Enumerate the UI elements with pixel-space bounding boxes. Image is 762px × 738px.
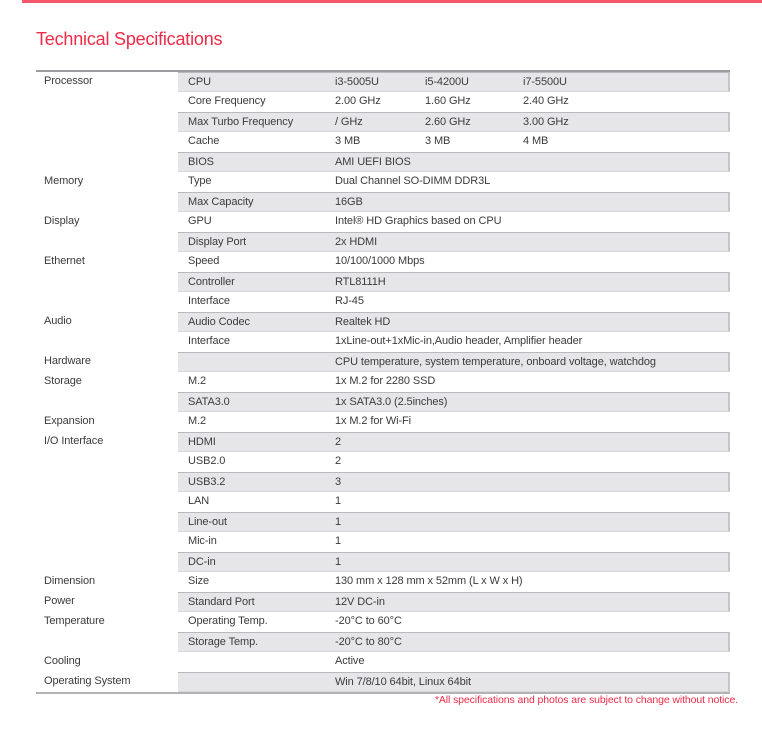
spec-key: LAN — [188, 495, 210, 507]
category-label: Memory — [36, 172, 178, 192]
spec-key — [178, 652, 335, 672]
table-row — [36, 292, 730, 312]
category-label — [36, 112, 178, 132]
spec-key: Speed — [188, 255, 220, 267]
category-label — [36, 192, 178, 212]
spec-row-cells — [178, 292, 730, 312]
spec-values — [335, 153, 728, 171]
spec-values — [335, 132, 730, 152]
spec-value: 1.60 GHz — [425, 95, 471, 107]
spec-value: 16GB — [335, 196, 363, 208]
spec-key — [178, 353, 335, 371]
table-row — [36, 432, 730, 452]
spec-row-cells — [178, 152, 730, 172]
table-row — [36, 172, 730, 192]
spec-value: 2 — [335, 436, 342, 448]
spec-values — [335, 412, 730, 432]
spec-value: i5-4200U — [425, 76, 469, 88]
table-row — [36, 212, 730, 232]
spec-row-cells — [178, 532, 730, 552]
footnote: *All specifications and photos are subject to change without notice. — [434, 694, 738, 706]
spec-row-cells — [178, 272, 730, 292]
spec-values — [335, 393, 728, 411]
spec-key — [178, 673, 335, 691]
category-label — [36, 632, 178, 652]
spec-values — [335, 473, 728, 491]
table-row — [36, 492, 730, 512]
spec-key: M.2 — [188, 375, 207, 387]
table-row — [36, 632, 730, 652]
spec-values — [335, 332, 730, 352]
spec-key: Core Frequency — [188, 95, 266, 107]
spec-key: Storage Temp. — [188, 636, 259, 648]
spec-key: Cache — [188, 135, 220, 147]
spec-key: Interface — [188, 335, 230, 347]
category-label — [36, 232, 178, 252]
spec-table — [36, 70, 730, 694]
spec-value: 12V DC-in — [335, 596, 385, 608]
spec-value: RJ-45 — [335, 295, 364, 307]
spec-row-cells — [178, 332, 730, 352]
spec-key: SATA3.0 — [188, 396, 230, 408]
spec-row-cells — [178, 112, 730, 132]
spec-key: Controller — [188, 276, 235, 288]
table-row — [36, 592, 730, 612]
table-row — [36, 672, 730, 692]
spec-value: Win 7/8/10 64bit, Linux 64bit — [335, 676, 471, 688]
spec-values — [335, 652, 730, 672]
table-row — [36, 352, 730, 372]
spec-row-cells — [178, 512, 730, 532]
spec-value: 2.60 GHz — [425, 116, 471, 128]
table-row — [36, 552, 730, 572]
spec-values — [335, 452, 730, 472]
spec-value: 130 mm x 128 mm x 52mm (L x W x H) — [335, 575, 523, 587]
spec-values — [335, 212, 730, 232]
category-label — [36, 392, 178, 412]
spec-value: 1 — [335, 556, 342, 568]
table-row — [36, 332, 730, 352]
spec-key: BIOS — [188, 156, 214, 168]
table-row — [36, 452, 730, 472]
spec-values — [335, 353, 728, 371]
category-label — [36, 152, 178, 172]
spec-row-cells — [178, 172, 730, 192]
spec-value: Dual Channel SO-DIMM DDR3L — [335, 175, 491, 187]
spec-value: AMI UEFI BIOS — [335, 156, 411, 168]
table-row — [36, 372, 730, 392]
category-label — [36, 512, 178, 532]
category-label: I/O Interface — [36, 432, 178, 452]
category-label: Power — [36, 592, 178, 612]
spec-values — [335, 193, 728, 211]
category-label: Processor — [36, 72, 178, 92]
spec-values — [335, 113, 728, 131]
spec-key: Max Capacity — [188, 196, 254, 208]
spec-value: i3-5005U — [335, 76, 379, 88]
spec-row-cells — [178, 492, 730, 512]
spec-values — [335, 433, 728, 451]
spec-values — [335, 252, 730, 272]
spec-row-cells — [178, 72, 730, 92]
table-row — [36, 392, 730, 412]
spec-values — [335, 572, 730, 592]
spec-key: Audio Codec — [188, 316, 250, 328]
table-row — [36, 312, 730, 332]
category-label — [36, 332, 178, 352]
spec-values — [335, 73, 728, 91]
spec-value: 3 MB — [425, 135, 451, 147]
category-label — [36, 452, 178, 472]
spec-row-cells — [178, 312, 730, 332]
spec-value: 1xLine-out+1xMic-in,Audio header, Amplifier header — [335, 335, 583, 347]
spec-key: Type — [188, 175, 212, 187]
spec-values — [335, 292, 730, 312]
spec-row-cells — [178, 652, 730, 672]
spec-value: Intel® HD Graphics based on CPU — [335, 215, 502, 227]
spec-values — [335, 612, 730, 632]
spec-values — [335, 593, 728, 611]
spec-row-cells — [178, 612, 730, 632]
spec-key: Display Port — [188, 236, 247, 248]
table-row — [36, 92, 730, 112]
spec-values — [335, 492, 730, 512]
spec-row-cells — [178, 92, 730, 112]
spec-key: USB2.0 — [188, 455, 226, 467]
spec-values — [335, 633, 728, 651]
spec-value: i7-5500U — [523, 76, 567, 88]
category-label — [36, 132, 178, 152]
spec-value: 1x M.2 for 2280 SSD — [335, 375, 436, 387]
spec-value: CPU temperature, system temperature, onboard voltage, watchdog — [335, 356, 656, 368]
spec-value: 1x SATA3.0 (2.5inches) — [335, 396, 448, 408]
spec-row-cells — [178, 352, 730, 372]
spec-table-body — [36, 72, 730, 692]
table-row — [36, 652, 730, 672]
spec-value: 1 — [335, 516, 342, 528]
spec-row-cells — [178, 632, 730, 652]
table-row — [36, 472, 730, 492]
category-label — [36, 552, 178, 572]
category-label — [36, 292, 178, 312]
spec-values — [335, 92, 730, 112]
page-title: Technical Specifications — [36, 29, 223, 49]
spec-row-cells — [178, 552, 730, 572]
spec-values — [335, 513, 728, 531]
spec-row-cells — [178, 392, 730, 412]
spec-value: 2.00 GHz — [335, 95, 381, 107]
table-row — [36, 252, 730, 272]
spec-value: 4 MB — [523, 135, 549, 147]
table-row — [36, 192, 730, 212]
spec-key: Max Turbo Frequency — [188, 116, 294, 128]
spec-values — [335, 233, 728, 251]
spec-key: Interface — [188, 295, 230, 307]
spec-value: RTL8111H — [335, 276, 386, 288]
spec-key: DC-in — [188, 556, 216, 568]
category-label: Audio — [36, 312, 178, 332]
spec-values — [335, 532, 730, 552]
category-label: Display — [36, 212, 178, 232]
spec-values — [335, 553, 728, 571]
category-label: Temperature — [36, 612, 178, 632]
table-row — [36, 112, 730, 132]
spec-row-cells — [178, 592, 730, 612]
spec-row-cells — [178, 372, 730, 392]
table-row — [36, 412, 730, 432]
spec-value: 1 — [335, 495, 342, 507]
category-label: Ethernet — [36, 252, 178, 272]
spec-value: Active — [335, 655, 365, 667]
spec-row-cells — [178, 572, 730, 592]
spec-value: 2x HDMI — [335, 236, 378, 248]
spec-key: M.2 — [188, 415, 207, 427]
category-label — [36, 472, 178, 492]
spec-row-cells — [178, 212, 730, 232]
spec-values — [335, 673, 728, 691]
spec-row-cells — [178, 452, 730, 472]
spec-row-cells — [178, 192, 730, 212]
spec-row-cells — [178, 472, 730, 492]
spec-key: USB3.2 — [188, 476, 226, 488]
spec-key: HDMI — [188, 436, 216, 448]
table-row — [36, 232, 730, 252]
table-row — [36, 512, 730, 532]
spec-values — [335, 172, 730, 192]
spec-values — [335, 273, 728, 291]
category-label: Expansion — [36, 412, 178, 432]
category-label: Dimension — [36, 572, 178, 592]
spec-key: Standard Port — [188, 596, 255, 608]
table-row — [36, 572, 730, 592]
category-label — [36, 532, 178, 552]
category-label: Cooling — [36, 652, 178, 672]
spec-value: -20°C to 80°C — [335, 636, 402, 648]
category-label: Hardware — [36, 352, 178, 372]
spec-value: 2 — [335, 455, 342, 467]
spec-value: 3.00 GHz — [523, 116, 569, 128]
table-row — [36, 532, 730, 552]
category-label — [36, 272, 178, 292]
category-label — [36, 492, 178, 512]
spec-values — [335, 372, 730, 392]
spec-value: 1x M.2 for Wi-Fi — [335, 415, 412, 427]
spec-key: Size — [188, 575, 209, 587]
spec-key: Line-out — [188, 516, 227, 528]
table-row — [36, 612, 730, 632]
table-row — [36, 72, 730, 92]
table-row — [36, 152, 730, 172]
spec-key: Mic-in — [188, 535, 217, 547]
spec-row-cells — [178, 412, 730, 432]
spec-value: 2.40 GHz — [523, 95, 569, 107]
spec-key: Operating Temp. — [188, 615, 268, 627]
spec-row-cells — [178, 672, 730, 692]
spec-value: 3 — [335, 476, 342, 488]
spec-key: CPU — [188, 76, 211, 88]
category-label: Operating System — [36, 672, 178, 692]
spec-row-cells — [178, 232, 730, 252]
spec-values — [335, 313, 728, 331]
spec-value: Realtek HD — [335, 316, 391, 328]
spec-value: / GHz — [335, 116, 363, 128]
spec-row-cells — [178, 432, 730, 452]
top-accent-rule — [22, 0, 762, 3]
category-label: Storage — [36, 372, 178, 392]
spec-value: 3 MB — [335, 135, 361, 147]
spec-value: 1 — [335, 535, 342, 547]
table-row — [36, 272, 730, 292]
spec-value: -20°C to 60°C — [335, 615, 402, 627]
category-label — [36, 92, 178, 112]
spec-key: GPU — [188, 215, 212, 227]
table-row — [36, 132, 730, 152]
spec-value: 10/100/1000 Mbps — [335, 255, 425, 267]
spec-row-cells — [178, 252, 730, 272]
spec-row-cells — [178, 132, 730, 152]
